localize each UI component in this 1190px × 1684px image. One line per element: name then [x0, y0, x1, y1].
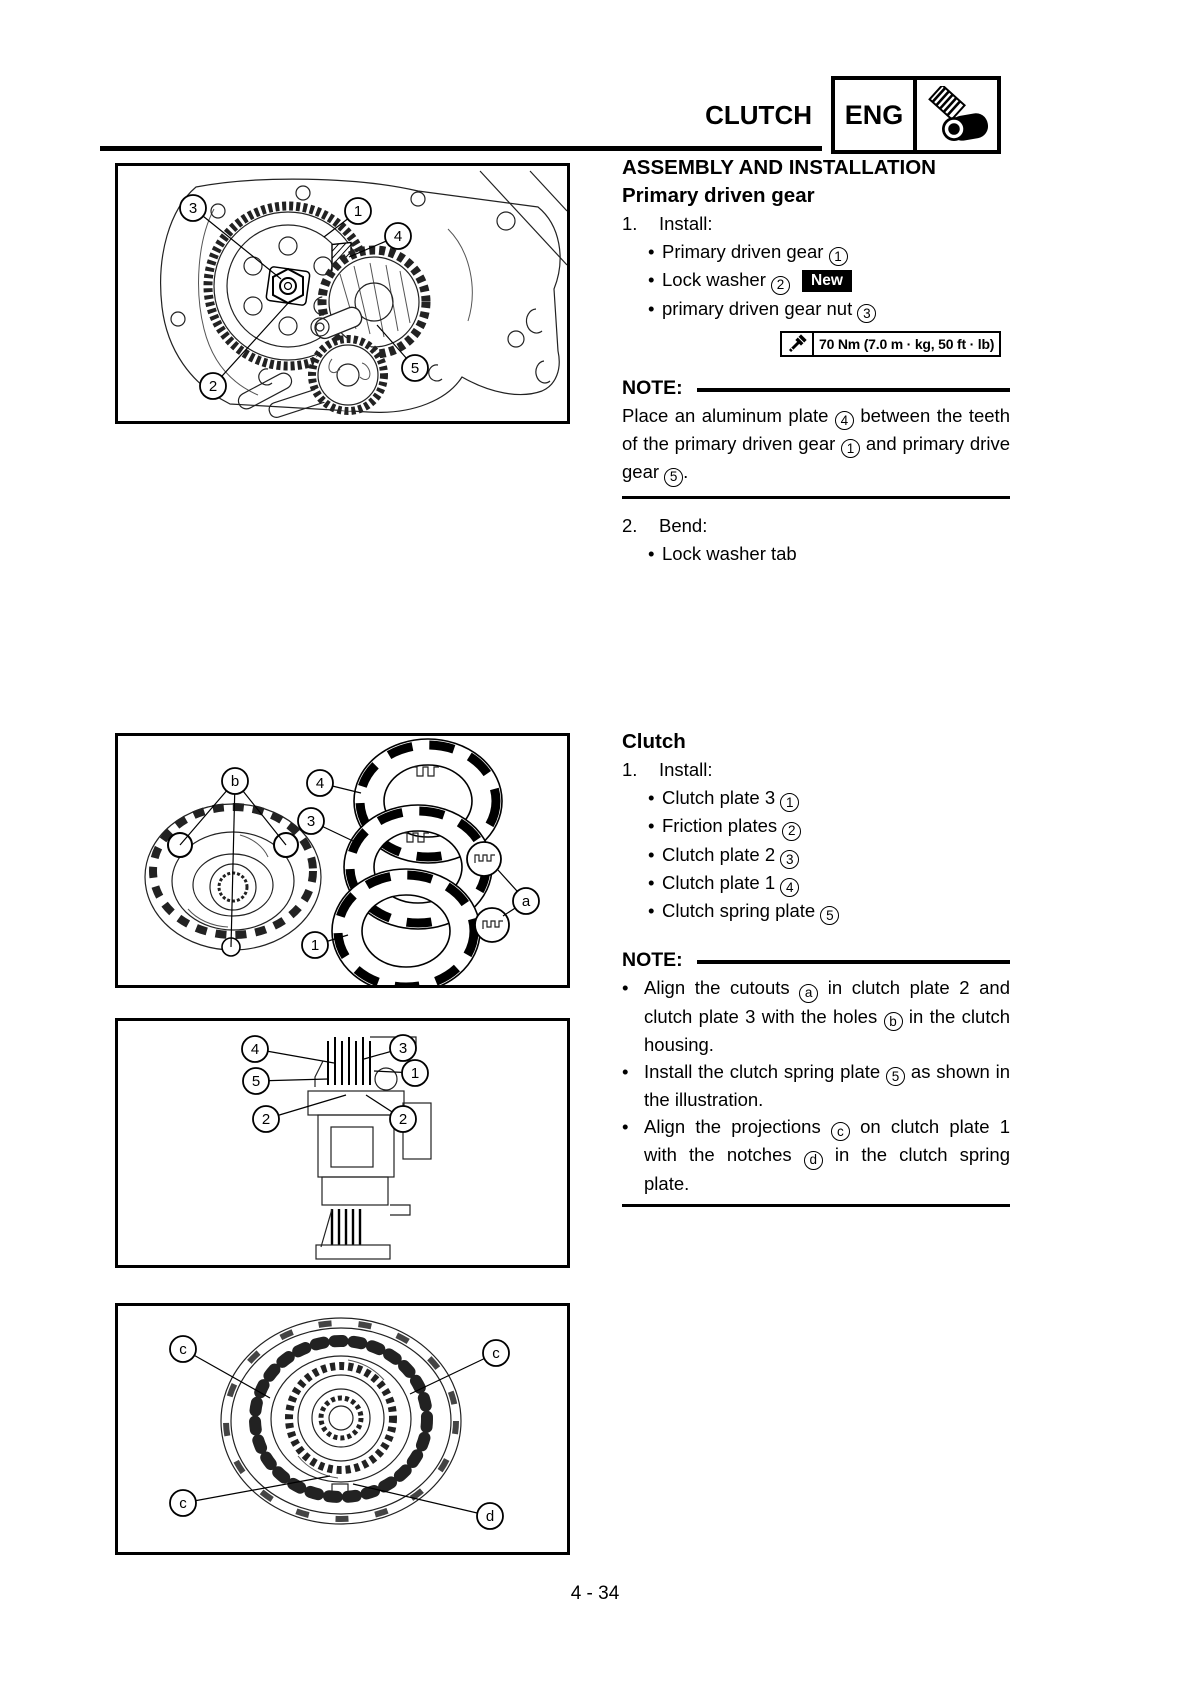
circled-ref: b — [884, 1012, 903, 1031]
section-primary-driven-gear — [622, 154, 1010, 567]
step-number: 1. — [622, 759, 638, 780]
figure-1-illustration — [118, 166, 567, 421]
list-item-text: Lock washer tab — [662, 542, 797, 564]
step-label: Install: — [659, 759, 713, 780]
circled-ref: 1 — [780, 793, 799, 812]
step-bend — [622, 512, 1010, 540]
circled-ref: 4 — [835, 411, 854, 430]
eng-label: ENG — [835, 80, 917, 150]
list-item — [648, 812, 1010, 840]
note-heading — [622, 947, 1010, 974]
circled-ref: 4 — [780, 878, 799, 897]
bullet-dot: • — [648, 787, 655, 808]
list-item — [648, 897, 1010, 925]
list-item-text: Clutch plate 3 1 — [662, 784, 799, 812]
note-label: NOTE: — [622, 949, 683, 972]
fig3-callout-3: 3 — [398, 1040, 408, 1057]
torque-wrench-icon — [782, 333, 814, 355]
step-label: Install: — [659, 213, 713, 234]
fig4-callout-c-top-right: c — [492, 1345, 500, 1362]
note-item-text: Align the projections c on clutch plate 1 with the notches d in the clutch spring plate. — [644, 1116, 1010, 1194]
circled-ref: d — [804, 1151, 823, 1170]
section-clutch — [622, 728, 1010, 1207]
note-item-text: Align the cutouts a in clutch plate 2 and clutch plate 3 with the holes b in the clutch housing. — [644, 977, 1010, 1055]
new-part-badge: New — [802, 270, 852, 292]
fig1-callout-5: 5 — [410, 360, 420, 377]
section-divider-rule — [622, 496, 1010, 499]
list-item — [648, 295, 1010, 323]
note-item-text: Install the clutch spring plate 5 as shown in the illustration. — [644, 1060, 1010, 1110]
fig4-callout-d: d — [485, 1508, 495, 1525]
torque-value: 70 Nm (7.0 m · kg, 50 ft · lb) — [819, 335, 995, 352]
bullet-dot: • — [622, 977, 629, 999]
fig1-callout-1: 1 — [353, 203, 363, 220]
figure-2-illustration — [118, 736, 567, 985]
circled-ref: 3 — [857, 304, 876, 323]
note-item — [622, 1113, 1010, 1197]
list-item-text: Lock washer 2 New — [662, 266, 852, 294]
fig4-callout-c-top-left: c — [179, 1341, 187, 1358]
clutch-heading: Clutch — [622, 730, 686, 753]
fig2-callout-1: 1 — [310, 937, 320, 954]
fig2-callout-3: 3 — [306, 813, 316, 830]
torque-spec-box — [780, 331, 1001, 357]
fig1-callout-4: 4 — [393, 228, 403, 245]
figure-4-illustration — [118, 1306, 567, 1552]
note-item — [622, 1058, 1010, 1113]
note-item — [622, 974, 1010, 1058]
engine-icon-graphic — [924, 86, 990, 144]
step-install — [622, 756, 1010, 784]
circled-ref: a — [799, 984, 818, 1003]
bullet-dot: • — [648, 815, 655, 837]
circled-ref: 1 — [841, 439, 860, 458]
list-item-text: Friction plates 2 — [662, 812, 801, 840]
engine-icon — [917, 80, 997, 150]
circled-ref: 1 — [829, 247, 848, 266]
note-paragraph: Place an aluminum plate 4 between the teeth of the primary driven gear 1 and primary drive gear 5 . — [622, 402, 1010, 487]
circled-ref: 2 — [771, 276, 790, 295]
circled-ref: 5 — [820, 906, 839, 925]
list-item-text: Clutch plate 2 3 — [662, 841, 799, 869]
circled-ref: 5 — [664, 468, 683, 487]
step-install — [622, 210, 1010, 238]
list-item-text: Clutch plate 1 4 — [662, 869, 799, 897]
page-number: 4 - 34 — [570, 1583, 620, 1604]
fig3-callout-2-right: 2 — [398, 1111, 408, 1128]
circled-ref: 3 — [780, 850, 799, 869]
list-item — [648, 841, 1010, 869]
eng-tab — [831, 76, 1001, 154]
bullet-dot: • — [648, 843, 655, 865]
fig3-callout-4: 4 — [250, 1041, 260, 1058]
bullet-dot: • — [622, 1116, 629, 1137]
note-rule — [697, 960, 1010, 964]
list-item — [648, 784, 1010, 812]
list-item — [648, 266, 1010, 294]
note-rule — [697, 388, 1010, 392]
fig2-callout-a: a — [521, 893, 531, 910]
figure-primary-driven-gear — [115, 163, 570, 424]
fig3-callout-2-left: 2 — [261, 1111, 271, 1128]
figure-clutch-plates — [115, 733, 570, 988]
step-number: 2. — [622, 514, 638, 536]
note-label: NOTE: — [622, 376, 683, 399]
figure-3-illustration — [118, 1021, 567, 1265]
step-number: 1. — [622, 213, 638, 234]
bullet-dot: • — [648, 871, 655, 893]
bullet-dot: • — [648, 900, 655, 921]
fig4-callout-c-bottom: c — [179, 1495, 187, 1512]
note-heading — [622, 375, 1010, 402]
figure-clutch-face-view — [115, 1303, 570, 1555]
fig3-callout-1: 1 — [410, 1065, 420, 1082]
list-item-text: primary driven gear nut 3 — [662, 295, 876, 323]
bullet-dot: • — [648, 269, 655, 291]
list-item — [648, 540, 1010, 567]
list-item — [648, 238, 1010, 266]
header-rule — [100, 146, 822, 151]
figure-clutch-cross-section — [115, 1018, 570, 1268]
list-item-text: Primary driven gear 1 — [662, 238, 848, 266]
step-label: Bend: — [659, 514, 708, 536]
bullet-dot: • — [648, 241, 655, 262]
fig3-callout-5: 5 — [251, 1073, 261, 1090]
list-item-text: Clutch spring plate 5 — [662, 897, 839, 925]
list-item — [648, 869, 1010, 897]
fig2-callout-4: 4 — [315, 775, 325, 792]
primary-driven-gear-heading: Primary driven gear — [622, 184, 815, 207]
fig1-callout-3: 3 — [188, 200, 198, 217]
circled-ref: c — [831, 1122, 850, 1141]
fig2-callout-b: b — [230, 773, 240, 790]
circled-ref: 5 — [886, 1067, 905, 1086]
page-title: CLUTCH — [705, 100, 812, 130]
circled-ref: 2 — [782, 822, 801, 841]
bullet-dot: • — [622, 1060, 629, 1082]
fig1-callout-2: 2 — [208, 378, 218, 395]
section-closing-rule — [622, 1204, 1010, 1207]
assembly-installation-heading: ASSEMBLY AND INSTALLATION — [622, 156, 936, 179]
bullet-dot: • — [648, 297, 655, 319]
bullet-dot: • — [648, 542, 655, 564]
